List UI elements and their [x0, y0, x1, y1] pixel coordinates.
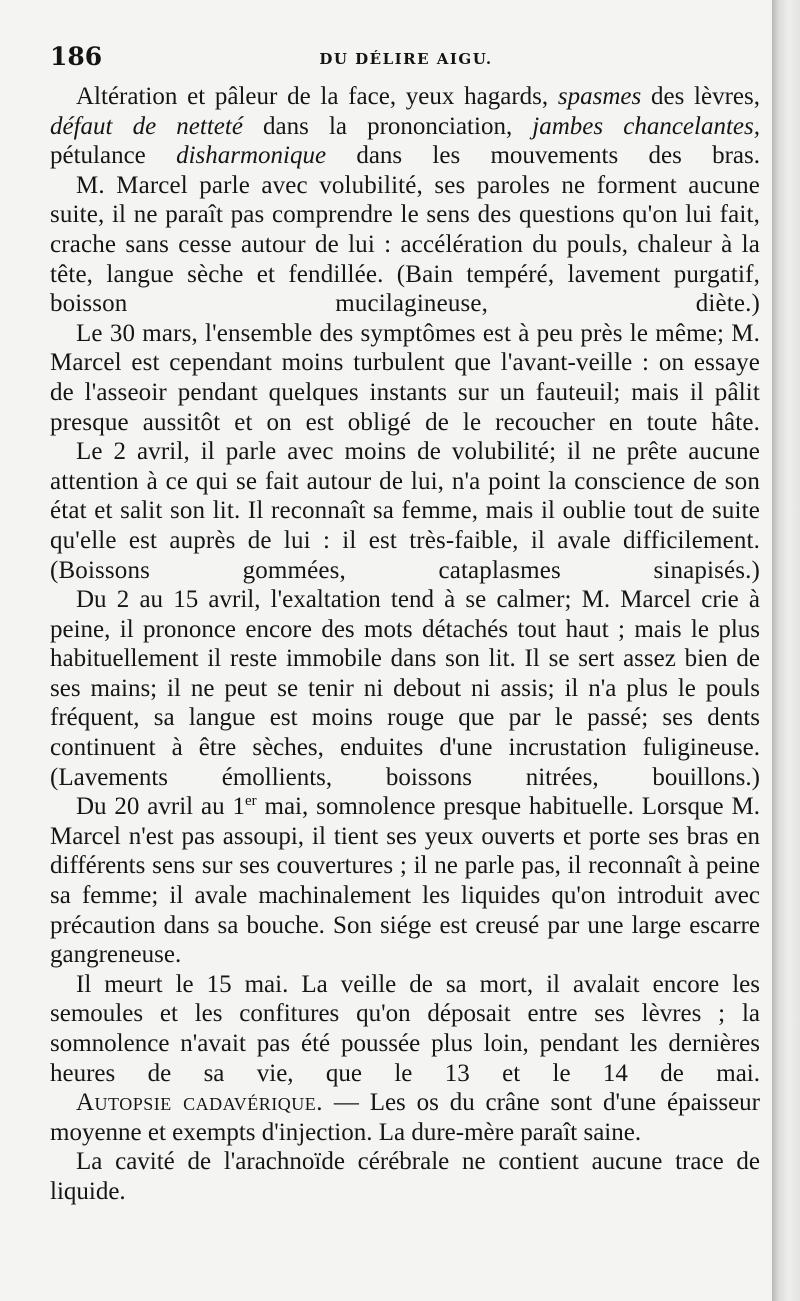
- paragraph-death: Il meurt le 15 mai. La veille de sa mort, il avalait encore les semoules et les confitures qu'on déposait entre ses lèvres ; la somnolence n'avait pas été poussée plus loin, pendant les dernières heures de sa vie, que le 13 et le 14 de mai.: [50, 970, 760, 1087]
- page-edge-shadow: [772, 0, 800, 1301]
- running-title: DU DÉLIRE AIGU.: [319, 50, 493, 68]
- paragraph-symptoms: Altération et pâleur de la face, yeux hagards, spasmes des lèvres, défaut de netteté dans la prononciation, jambes chancelantes, pétulance disharmonique dans les mouvements des bras.: [50, 83, 760, 170]
- body-text: [50, 82, 760, 1207]
- paragraph-march-30: Le 30 mars, l'ensemble des symptômes est à peu près le même; M. Marcel est cependant moins turbulent que l'avant-veille : on essaye de l'asseoir pendant quelques instants sur un fauteuil; mais il pâlit presque aussitôt et on est obligé de le recoucher en toute hâte.: [50, 319, 760, 436]
- page-header: [50, 42, 762, 72]
- paragraph-autopsy: Autopsie cadavérique. — Les os du crâne sont d'une épaisseur moyenne et exempts d'injection. La dure-mère paraît saine.: [50, 1089, 760, 1146]
- autopsy-heading: Autopsie cadavérique.: [76, 1089, 323, 1117]
- paragraph-volubility: M. Marcel parle avec volubilité, ses paroles ne forment aucune suite, il ne paraît pas comprendre le sens des questions qu'on lui fait, crache sans cesse autour de lui : accélération du pouls, chaleur à la tête, langue sèche et fendillée. (Bain tempéré, lavement purgatif, boisson mucilagineuse, diète.): [50, 171, 760, 318]
- paragraph-arachnoid: La cavité de l'arachnoïde cérébrale ne contient aucune trace de liquide.: [50, 1148, 760, 1205]
- paragraph-april-2: Le 2 avril, il parle avec moins de volubilité; il ne prête aucune attention à ce qui se fait autour de lui, n'a point la conscience de son état et salit son lit. Il reconnaît sa femme, mais il oublie tout de suite qu'elle est auprès de lui : il est très-faible, il avale difficilement. (Boissons gommées, cataplasmes sinapisés.): [50, 438, 760, 584]
- paragraph-april-20-to-may-1: Du 20 avril au 1er mai, somnolence presque habituelle. Lorsque M. Marcel n'est pas assoupi, il tient ses yeux ouverts et porte ses bras en différents sens sur ses couvertures ; il ne parle pas, il reconnaît à peine sa femme; il avale machinalement les liquides qu'on introduit avec précaution dans sa bouche. Son siége est creusé par une large escarre gangreneuse.: [50, 793, 760, 969]
- paragraph-april-2-to-15: Du 2 au 15 avril, l'exaltation tend à se calmer; M. Marcel crie à peine, il prononce encore des mots détachés tout haut ; mais le plus habituellement il reste immobile dans son lit. Il se sert assez bien de ses mains; il ne peut se tenir ni debout ni assis; il n'a plus le pouls fréquent, sa langue est moins rouge que par le passé; ses dents continuent à être sèches, enduites d'une incrustation fuligineuse. (Lavements émollients, boissons nitrées, bouillons.): [50, 586, 760, 791]
- page-number: 186: [50, 42, 103, 71]
